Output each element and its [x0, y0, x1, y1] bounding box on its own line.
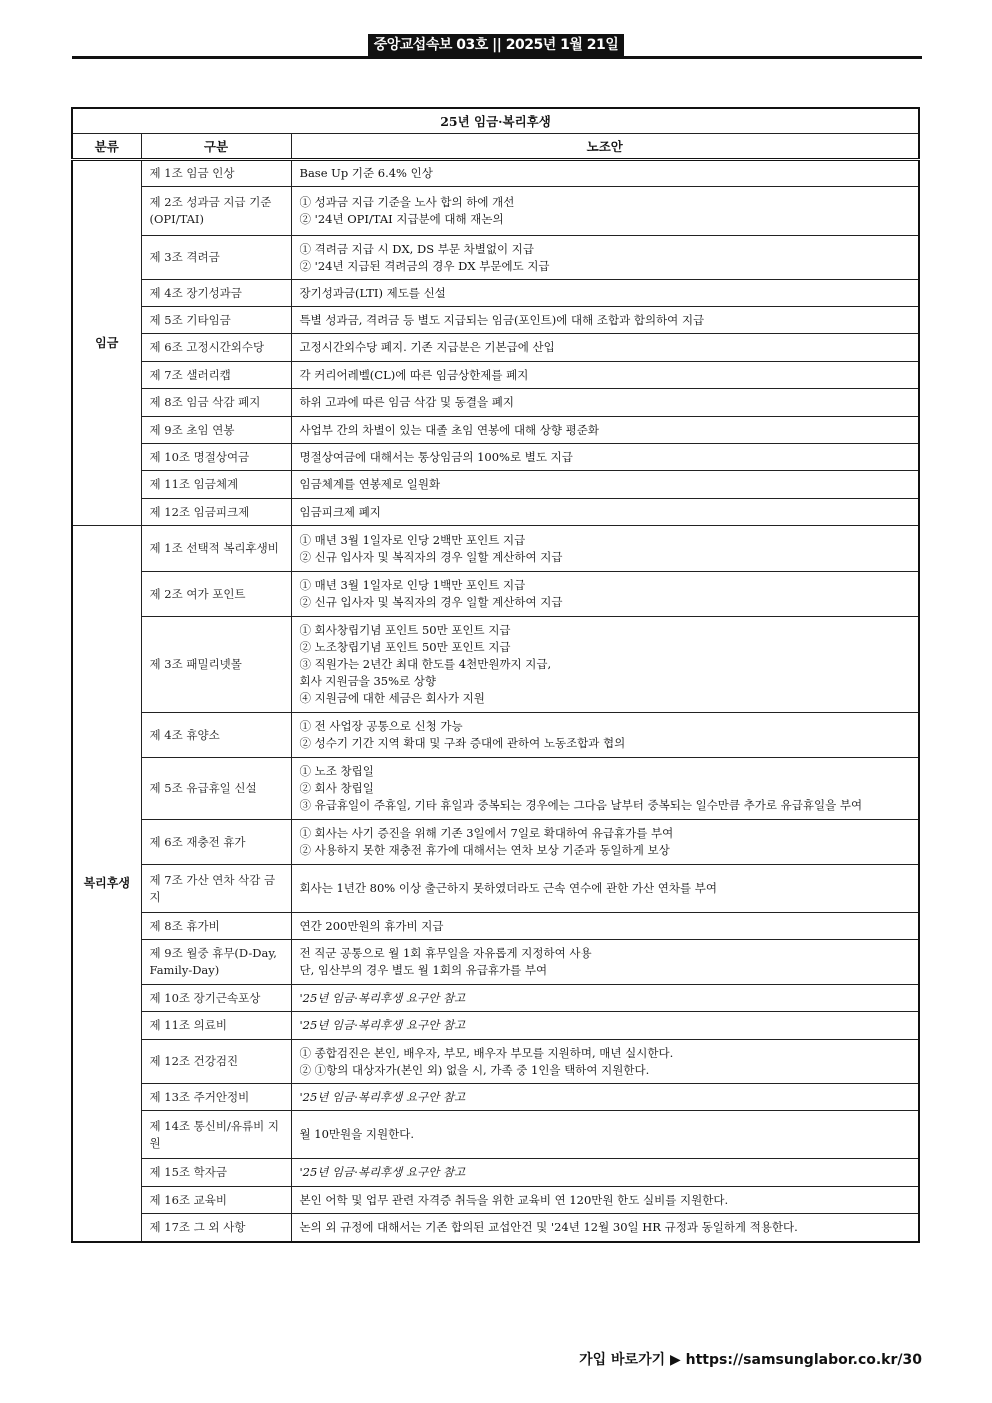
- proposal-line: '25년 임금·복리후생 요구안 참고: [299, 1089, 466, 1104]
- section-cell: 제 2조 여가 포인트: [141, 572, 291, 617]
- proposal-line: Base Up 기준 6.4% 인상: [299, 166, 433, 180]
- proposal-line: ④ 지원금에 대한 세금은 회사가 지원: [299, 691, 485, 705]
- section-cell: 제 8조 임금 삭감 폐지: [141, 389, 291, 417]
- section-cell: 제 9조 월중 휴무(D-Day, Family-Day): [141, 940, 291, 985]
- proposal-line: ② '24년 OPI/TAI 지급분에 대해 재논의: [299, 212, 504, 226]
- proposal-line: ② 신규 입사자 및 복직자의 경우 일할 계산하여 지급: [299, 595, 563, 609]
- table-row: [72, 865, 919, 913]
- proposal-line: ① 매년 3월 1일자로 인당 2백만 포인트 지급: [299, 532, 526, 547]
- table-row: [72, 307, 919, 334]
- proposal-cell: [291, 499, 919, 526]
- proposal-line: ③ 유급휴일이 주휴일, 기타 휴일과 중복되는 경우에는 그다음 날부터 중복되는 일수만큼 추가로 유급휴일을 부여: [299, 798, 863, 812]
- table-row: [72, 913, 919, 940]
- proposal-cell: [291, 713, 919, 758]
- section-cell: 제 8조 휴가비: [141, 913, 291, 940]
- table-body: [72, 160, 919, 1242]
- table-row: [72, 758, 919, 820]
- section-cell: 제 6조 고정시간외수당: [141, 334, 291, 362]
- proposal-cell: [291, 985, 919, 1012]
- table-row: [72, 617, 919, 713]
- proposal-line: 연간 200만원의 휴가비 지급: [299, 918, 444, 933]
- proposal-line: ③ 직원가는 2년간 최대 한도를 4천만원까지 지급,: [299, 657, 552, 671]
- proposal-line: ① 성과금 지급 기준을 노사 합의 하에 개선: [299, 195, 515, 209]
- section-cell: 제 10조 명절상여금: [141, 444, 291, 471]
- proposal-line: ① 종합검진은 본인, 배우자, 부모, 배우자 부모를 지원하며, 매년 실시한다.: [299, 1045, 674, 1060]
- proposal-cell: [291, 307, 919, 334]
- section-cell: 제 5조 유급휴일 신설: [141, 758, 291, 820]
- proposal-line: 임금피크제 폐지: [299, 504, 381, 519]
- table-row: [72, 820, 919, 865]
- table-row: [72, 1012, 919, 1040]
- proposal-cell: [291, 865, 919, 913]
- table-row: [72, 985, 919, 1012]
- proposal-line: 각 커리어레벨(CL)에 따른 임금상한제를 폐지: [299, 367, 529, 382]
- section-cell: 제 6조 재충전 휴가: [141, 820, 291, 865]
- proposal-cell: [291, 572, 919, 617]
- proposal-line: ① 매년 3월 1일자로 인당 1백만 포인트 지급: [299, 578, 526, 592]
- proposal-cell: [291, 1012, 919, 1040]
- table-row: [72, 362, 919, 389]
- section-cell: 제 11조 임금체계: [141, 471, 291, 499]
- proposal-cell: [291, 160, 919, 187]
- proposal-line: ② 회사 창립일: [299, 781, 374, 795]
- proposal-line: 사업부 간의 차별이 있는 대졸 초임 연봉에 대해 상향 평준화: [299, 422, 600, 437]
- proposal-line: 특별 성과금, 격려금 등 별도 지급되는 임금(포인트)에 대해 조합과 합의하여 지급: [299, 312, 705, 327]
- proposal-cell: [291, 758, 919, 820]
- proposal-line: ① 노조 창립일: [299, 764, 374, 778]
- proposal-line: 명절상여금에 대해서는 통상임금의 100%로 별도 지급: [299, 449, 573, 464]
- proposal-cell: [291, 334, 919, 362]
- table-row: [72, 334, 919, 362]
- proposal-line: 하위 고과에 따른 임금 삭감 및 동결을 폐지: [299, 395, 514, 409]
- bulletin-header: 중앙교섭속보 03호 || 2025년 1월 21일: [368, 34, 624, 56]
- section-cell: 제 2조 성과금 지급 기준(OPI/TAI): [141, 187, 291, 236]
- proposal-cell: [291, 1040, 919, 1084]
- join-link[interactable]: 가입 바로가기 ▶ https://samsunglabor.co.kr/30: [579, 1352, 922, 1368]
- proposal-line: '25년 임금·복리후생 요구안 참고: [299, 990, 466, 1005]
- proposal-line: ② 신규 입사자 및 복직자의 경우 일할 계산하여 지급: [299, 549, 563, 564]
- section-cell: 제 4조 장기성과금: [141, 280, 291, 307]
- column-header-proposal: 노조안: [291, 134, 919, 160]
- section-cell: 제 10조 장기근속포상: [141, 985, 291, 1012]
- proposal-line: ① 회사는 사기 증진을 위해 기존 3일에서 7일로 확대하여 유급휴가를 부여: [299, 826, 674, 840]
- table-row: [72, 526, 919, 572]
- category-cell: 임금: [72, 160, 141, 526]
- table-row: [72, 236, 919, 280]
- table-row: [72, 1187, 919, 1214]
- proposal-cell: [291, 913, 919, 940]
- column-header-section: 구분: [141, 134, 291, 160]
- table-row: [72, 572, 919, 617]
- proposal-line: ① 전 사업장 공통으로 신청 가능: [299, 719, 463, 733]
- table-row: [72, 187, 919, 236]
- proposal-cell: [291, 1111, 919, 1159]
- proposal-cell: [291, 820, 919, 865]
- proposal-line: 임금체계를 연봉제로 일원화: [299, 477, 441, 491]
- proposal-cell: [291, 236, 919, 280]
- proposal-cell: [291, 526, 919, 572]
- section-cell: 제 15조 학자금: [141, 1159, 291, 1187]
- proposal-cell: [291, 389, 919, 417]
- section-cell: 제 7조 가산 연차 삭감 금지: [141, 865, 291, 913]
- proposal-line: 회사 지원금을 35%로 상향: [299, 674, 437, 688]
- proposal-line: 논의 외 규정에 대해서는 기존 합의된 교섭안건 및 '24년 12월 30일 HR 규정과 동일하게 적용한다.: [299, 1219, 798, 1234]
- section-cell: 제 1조 선택적 복리후생비: [141, 526, 291, 572]
- table-row: [72, 417, 919, 444]
- section-cell: 제 12조 임금피크제: [141, 499, 291, 526]
- proposal-line: 월 10만원을 지원한다.: [299, 1127, 414, 1141]
- category-cell: 복리후생: [72, 526, 141, 1242]
- section-cell: 제 13조 주거안정비: [141, 1084, 291, 1111]
- proposal-line: 본인 어학 및 업무 관련 자격증 취득을 위한 교육비 연 120만원 한도 실비를 지원한다.: [299, 1192, 729, 1207]
- proposal-cell: [291, 1084, 919, 1111]
- table-row: [72, 713, 919, 758]
- proposal-line: ② ①항의 대상자가(본인 외) 없을 시, 가족 중 1인을 택하여 지원한다.: [299, 1062, 650, 1077]
- table-row: [72, 280, 919, 307]
- proposal-line: '25년 임금·복리후생 요구안 참고: [299, 1165, 466, 1179]
- proposal-cell: [291, 1214, 919, 1242]
- proposal-cell: [291, 940, 919, 985]
- table-row: [72, 471, 919, 499]
- column-header-category: 분류: [72, 134, 141, 160]
- section-cell: 제 14조 통신비/유류비 지원: [141, 1111, 291, 1159]
- proposal-line: '25년 임금·복리후생 요구안 참고: [299, 1018, 466, 1032]
- table-row: [72, 1040, 919, 1084]
- proposal-cell: [291, 1159, 919, 1187]
- table-row: [72, 1159, 919, 1187]
- proposal-line: ② '24년 지급된 격려금의 경우 DX 부문에도 지급: [299, 258, 550, 273]
- proposal-line: ② 사용하지 못한 재충전 휴가에 대해서는 연차 보상 기준과 동일하게 보상: [299, 843, 670, 857]
- proposal-line: 고정시간외수당 폐지. 기존 지급분은 기본급에 산입: [299, 340, 555, 354]
- proposal-cell: [291, 471, 919, 499]
- proposal-line: ① 회사창립기념 포인트 50만 포인트 지급: [299, 623, 511, 637]
- table-row: [72, 160, 919, 187]
- proposal-line: ② 노조창립기념 포인트 50만 포인트 지급: [299, 640, 511, 654]
- section-cell: 제 5조 기타임금: [141, 307, 291, 334]
- section-cell: 제 7조 샐러리캡: [141, 362, 291, 389]
- section-cell: 제 9조 초임 연봉: [141, 417, 291, 444]
- section-cell: 제 3조 격려금: [141, 236, 291, 280]
- section-cell: 제 1조 임금 인상: [141, 160, 291, 187]
- section-cell: 제 3조 패밀리넷몰: [141, 617, 291, 713]
- proposal-line: 전 직군 공통으로 월 1회 휴무일을 자유롭게 지정하여 사용: [299, 946, 592, 960]
- proposal-cell: [291, 417, 919, 444]
- proposal-cell: [291, 187, 919, 236]
- table-row: [72, 1111, 919, 1159]
- proposal-line: 단, 임산부의 경우 별도 월 1회의 유급휴가를 부여: [299, 963, 548, 977]
- section-cell: 제 16조 교육비: [141, 1187, 291, 1214]
- table-row: [72, 940, 919, 985]
- section-cell: 제 17조 그 외 사항: [141, 1214, 291, 1242]
- proposal-cell: [291, 362, 919, 389]
- table-title: 25년 임금·복리후생: [72, 108, 919, 134]
- proposal-line: ② 성수기 기간 지역 확대 및 구좌 증대에 관하여 노동조합과 협의: [299, 736, 626, 750]
- table-row: [72, 389, 919, 417]
- section-cell: 제 4조 휴양소: [141, 713, 291, 758]
- proposal-cell: [291, 617, 919, 713]
- proposal-cell: [291, 1187, 919, 1214]
- proposal-cell: [291, 444, 919, 471]
- section-cell: 제 12조 건강검진: [141, 1040, 291, 1084]
- table-row: [72, 444, 919, 471]
- section-cell: 제 11조 의료비: [141, 1012, 291, 1040]
- header-rule: [72, 56, 922, 59]
- proposal-cell: [291, 280, 919, 307]
- proposal-table: [71, 107, 920, 1243]
- proposal-line: 회사는 1년간 80% 이상 출근하지 못하였더라도 근속 연수에 관한 가산 연차를 부여: [299, 881, 717, 895]
- table-row: [72, 1214, 919, 1242]
- proposal-line: ① 격려금 지급 시 DX, DS 부문 차별없이 지급: [299, 241, 534, 256]
- table-row: [72, 1084, 919, 1111]
- proposal-line: 장기성과금(LTI) 제도를 신설: [299, 285, 446, 300]
- table-row: [72, 499, 919, 526]
